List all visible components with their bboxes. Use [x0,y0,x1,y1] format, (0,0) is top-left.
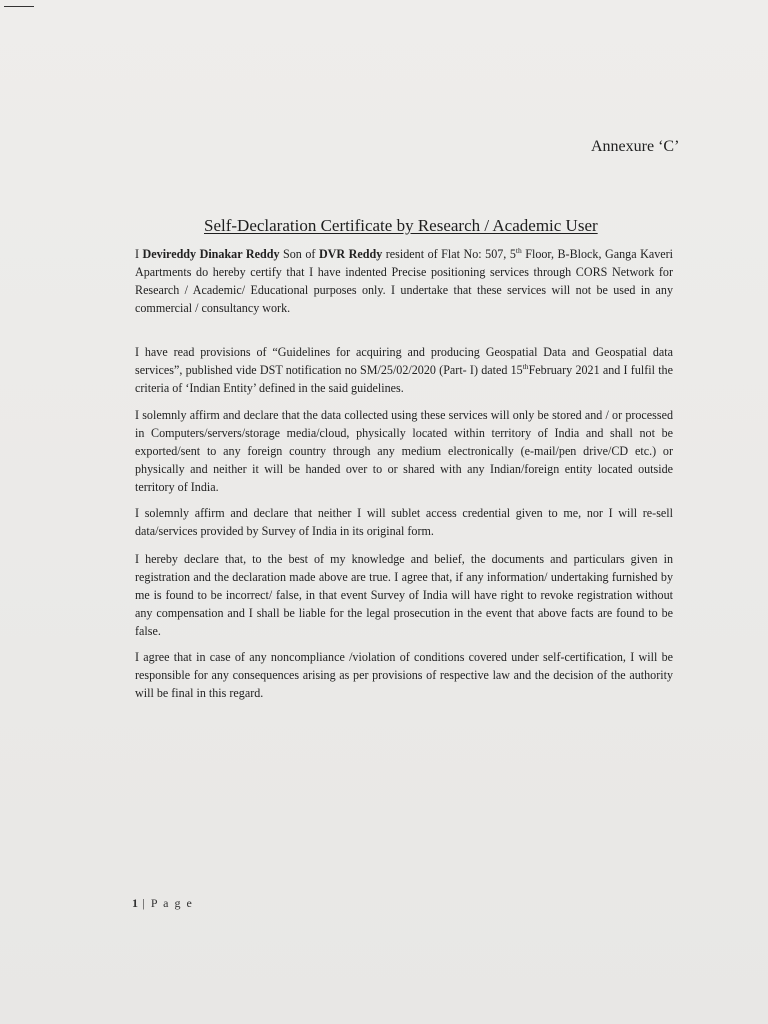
declaration-paragraph-1 [135,245,673,317]
page-label: | P a g e [138,896,194,910]
p1-superscript: th [515,245,522,255]
page-number: 1 [132,896,138,910]
p2-pre: I have read provisions of “Guidelines for acquiring and producing Geospatial Data and Geospatial data services”, published vide DST notification no SM/25/02/2020 (Part- I) dated 15 [135,345,673,377]
document-title: Self-Declaration Certificate by Research / Academic User [204,216,598,235]
scan-edge-mark [4,6,34,7]
p1-mid: Son of [279,247,319,261]
declaration-paragraph-3: I solemnly affirm and declare that the data collected using these services will only be stored and / or processed in Computers/servers/storage media/cloud, physically located within territory of India and shall not be exported/sent to any foreign country through any medium electronically (e-mail/pen drive/CD etc.) or physically and neither it will be handed over to or shared with any Indian/foreign entity located outside territory of India. [135,408,673,494]
p1-rest: Floor, B-Block, Ganga Kaveri Apartments do hereby certify that I have indented Precise positioning services through CORS Network for Research / Academic/ Educational purposes only. I undertake that these services will not be used in any commercial / consultancy work. [135,247,673,315]
father-name: DVR Reddy [318,247,383,261]
annexure-label: Annexure ‘C’ [591,138,680,155]
declarant-name: Devireddy Dinakar Reddy [142,247,280,261]
p1-address: resident of Flat No: 507, 5 [382,247,516,261]
declaration-paragraph-6: I agree that in case of any noncompliance /violation of conditions covered under self-certification, I will be responsible for any consequences arising as per provisions of respective law and the decision of the authority will be final in this regard. [135,650,673,700]
declaration-paragraph-2 [135,343,673,397]
declaration-paragraph-5: I hereby declare that, to the best of my knowledge and belief, the documents and particulars given in registration and the declaration made above are true. I agree that, if any information/ undertaking furnished by me is found to be incorrect/ false, in that event Survey of India will have right to revoke registration without any compensation and I shall be liable for the legal prosecution in the event that above facts are found to be false. [135,552,673,638]
p2-superscript: th [522,361,529,371]
declaration-paragraph-4: I solemnly affirm and declare that neither I will sublet access credential given to me, nor I will re-sell data/services provided by Survey of India in its original form. [135,506,673,538]
p1-lead: I [135,247,143,261]
page-footer [132,896,193,911]
p2-post: February 2021 and I fulfil the criteria of ‘Indian Entity’ defined in the said guidelines. [135,363,673,395]
